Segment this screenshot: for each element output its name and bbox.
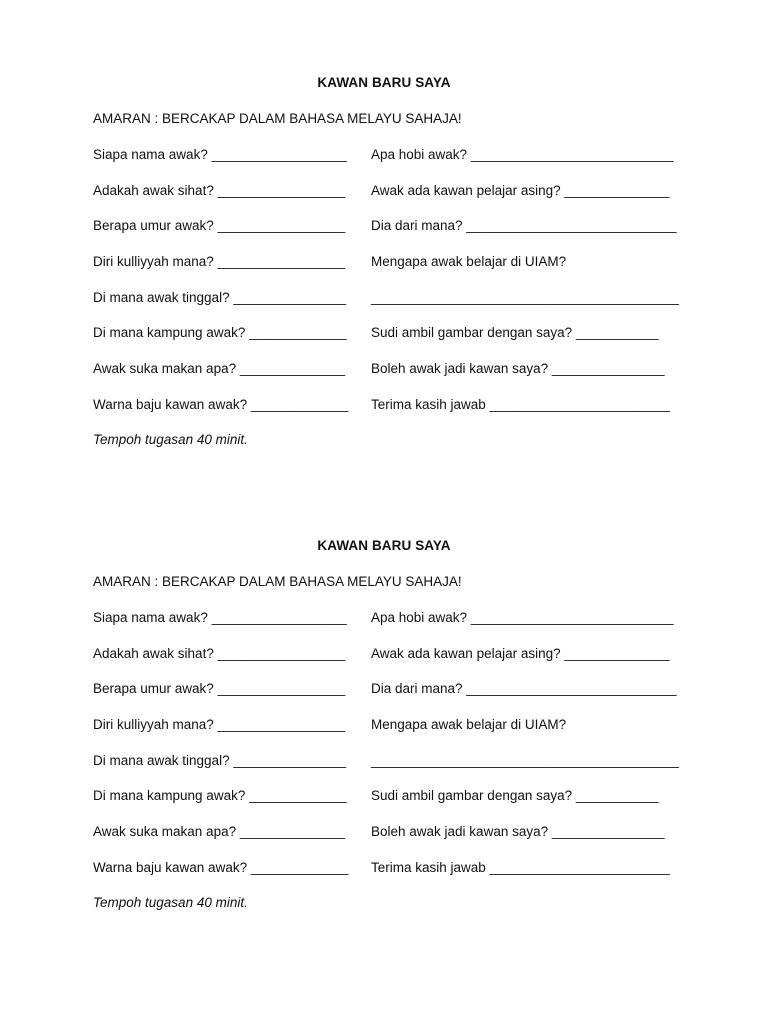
task-duration-note: Tempoh tugasan 40 minit. [93,432,248,447]
question-apa-hobi: Apa hobi awak? ___________________________ [371,610,674,625]
question-berapa-umur: Berapa umur awak? _________________ [93,218,346,234]
question-jadi-kawan: Boleh awak jadi kawan saya? _______________ [371,361,665,377]
question-terima-kasih: Terima kasih jawab ________________________ [371,859,670,875]
worksheet-1 [0,0,768,447]
worksheet-2 [0,463,768,910]
question-suka-makan: Awak suka makan apa? ______________ [93,361,345,377]
task-duration-note: Tempoh tugasan 40 minit. [93,895,248,910]
question-kawan-pelajar-asing: Awak ada kawan pelajar asing? ______________ [371,645,670,661]
answer-blank-line: _________________________________________ [371,752,679,768]
question-terima-kasih: Terima kasih jawab ________________________ [371,396,670,412]
question-diri-kulliyyah: Diri kulliyyah mana? _________________ [93,254,346,270]
question-siapa-nama: Siapa nama awak? __________________ [93,147,347,162]
right-question-list [371,146,679,432]
question-suka-makan: Awak suka makan apa? ______________ [93,824,345,840]
question-siapa-nama: Siapa nama awak? __________________ [93,610,347,625]
question-di-mana-tinggal: Di mana awak tinggal? _______________ [93,289,346,305]
question-kawan-pelajar-asing: Awak ada kawan pelajar asing? ______________ [371,182,670,198]
warning-text: AMARAN : BERCAKAP DALAM BAHASA MELAYU SAHAJA! [93,111,462,126]
question-di-mana-kampung: Di mana kampung awak? _____________ [93,788,347,804]
left-question-list [93,146,348,432]
question-dia-dari-mana: Dia dari mana? ____________________________ [371,218,677,234]
answer-blank-line: _________________________________________ [371,289,679,305]
question-ambil-gambar: Sudi ambil gambar dengan saya? ___________ [371,325,659,341]
question-warna-baju: Warna baju kawan awak? _____________ [93,396,349,412]
worksheet-title: KAWAN BARU SAYA [317,75,451,90]
question-dia-dari-mana: Dia dari mana? ____________________________ [371,681,677,697]
question-warna-baju: Warna baju kawan awak? _____________ [93,859,349,875]
question-mengapa-uiam: Mengapa awak belajar di UIAM? [371,254,567,270]
left-question-list [93,609,348,895]
question-adakah-sihat: Adakah awak sihat? _________________ [93,645,346,661]
warning-text: AMARAN : BERCAKAP DALAM BAHASA MELAYU SAHAJA! [93,574,462,589]
question-ambil-gambar: Sudi ambil gambar dengan saya? ___________ [371,788,659,804]
question-apa-hobi: Apa hobi awak? ___________________________ [371,147,674,162]
question-mengapa-uiam: Mengapa awak belajar di UIAM? [371,717,567,733]
worksheet-title: KAWAN BARU SAYA [317,538,451,553]
right-question-list [371,609,679,895]
question-diri-kulliyyah: Diri kulliyyah mana? _________________ [93,717,346,733]
question-di-mana-tinggal: Di mana awak tinggal? _______________ [93,752,346,768]
question-di-mana-kampung: Di mana kampung awak? _____________ [93,325,347,341]
question-jadi-kawan: Boleh awak jadi kawan saya? _______________ [371,824,665,840]
question-adakah-sihat: Adakah awak sihat? _________________ [93,182,346,198]
question-berapa-umur: Berapa umur awak? _________________ [93,681,346,697]
